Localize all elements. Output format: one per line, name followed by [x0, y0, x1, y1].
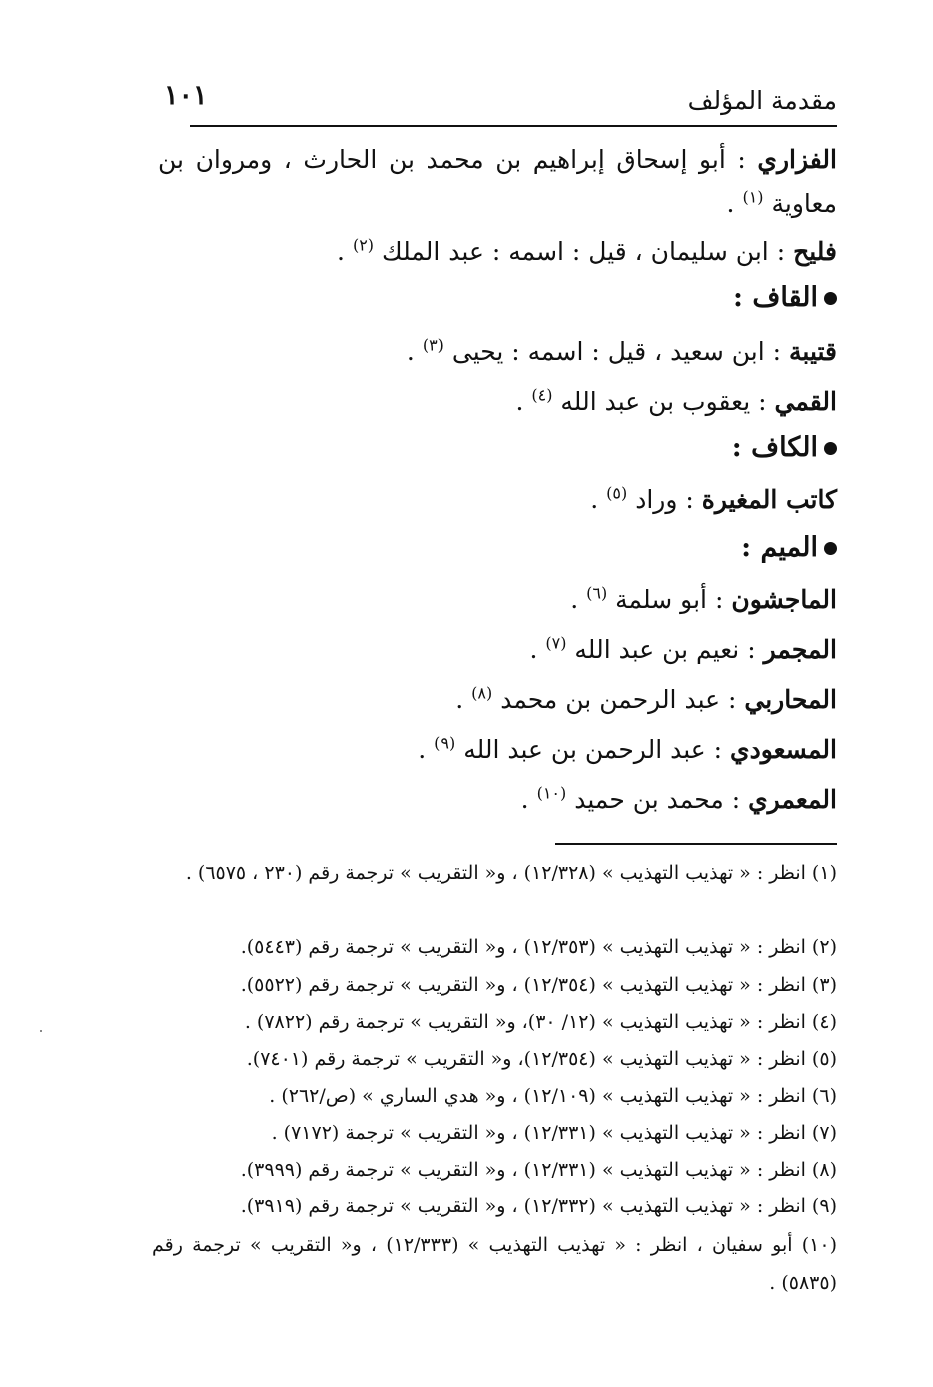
footnote-ref: (٤)	[531, 385, 553, 405]
footnote-5: (٥) انظر : « تهذيب التهذيب » (١٢/٣٥٤)، و« التقريب » ترجمة رقم (٧٤٠١).	[246, 1048, 837, 1070]
footnote-ref: (٧)	[545, 633, 567, 653]
entry-separator: :	[768, 237, 794, 266]
entry-separator: :	[705, 735, 730, 764]
entry-separator: :	[720, 685, 745, 714]
entry-end: .	[406, 337, 423, 366]
entry-name: الماجشون	[731, 585, 837, 614]
footnote-2: (٢) انظر : « تهذيب التهذيب » (١٢/٣٥٣) ، و« التقريب » ترجمة رقم (٥٤٤٣).	[240, 936, 837, 958]
entry-end: .	[337, 237, 353, 266]
entry-end: .	[455, 685, 472, 714]
footnote-ref: (١)	[742, 187, 764, 207]
entry-majishun	[570, 576, 837, 624]
footnote-3: (٣) انظر : « تهذيب التهذيب » (١٢/٣٥٤) ، و« التقريب » ترجمة رقم (٥٥٢٢).	[240, 974, 837, 996]
entry-katib-al-mughira	[590, 476, 837, 524]
footnote-ref: (٦)	[586, 583, 608, 603]
section-label: القاف :	[733, 282, 818, 313]
section-heading-mim	[741, 532, 837, 563]
entry-text: نعيم بن عبد الله	[574, 635, 740, 664]
section-label: الميم :	[741, 532, 818, 563]
entry-name: فليح	[793, 237, 837, 266]
entry-masudi	[418, 726, 837, 774]
entry-separator: :	[707, 585, 732, 614]
entry-name: المعمري	[748, 785, 837, 814]
footnote-4: (٤) انظر : « تهذيب التهذيب » (١٢/ ٣٠)، و« التقريب » ترجمة رقم (٧٨٢٢) .	[244, 1011, 837, 1033]
entry-text: عبد الرحمن بن عبد الله	[463, 735, 706, 764]
entry-separator: :	[725, 145, 758, 174]
entry-text: عبد الرحمن بن محمد	[500, 685, 721, 714]
entry-qummi	[515, 378, 837, 426]
entry-name: القمي	[774, 387, 837, 416]
running-header-title: مقدمة المؤلف	[687, 86, 837, 115]
entry-end: .	[418, 735, 435, 764]
bullet-icon	[824, 442, 837, 455]
entry-text: أبو إسحاق إبراهيم بن محمد بن الحارث ، ومروان بن معاوية	[158, 145, 837, 218]
bullet-icon	[824, 542, 837, 555]
section-heading-qaf	[733, 282, 837, 313]
entry-separator: :	[677, 485, 702, 514]
entry-text: محمد بن حميد	[574, 785, 724, 814]
entry-end: .	[520, 785, 537, 814]
entry-mamari	[521, 776, 837, 824]
section-label: الكاف :	[731, 432, 818, 463]
entry-text: وراد	[635, 485, 678, 514]
entry-name: الفزاري	[757, 145, 837, 174]
entry-end: .	[515, 387, 532, 416]
footnote-ref: (١٠)	[536, 783, 567, 803]
footnote-7: (٧) انظر : « تهذيب التهذيب » (١٢/٣٣١) ، و« التقريب » ترجمة (٧١٧٢) .	[271, 1122, 837, 1144]
entry-separator: :	[723, 785, 749, 814]
entry-text: أبو سلمة	[615, 585, 707, 614]
footnote-9: (٩) انظر : « تهذيب التهذيب » (١٢/٣٣٢) ، و« التقريب » ترجمة رقم (٣٩١٩).	[240, 1195, 837, 1217]
footnote-6: (٦) انظر : « تهذيب التهذيب » (١٢/١٠٩) ، و« هدي الساري » (ص/٢٦٢) .	[269, 1085, 837, 1107]
entry-name: المجمر	[763, 635, 837, 664]
footnote-8: (٨) انظر : « تهذيب التهذيب » (١٢/٣٣١) ، و« التقريب » ترجمة رقم (٣٩٩٩).	[240, 1159, 837, 1181]
entry-muharibi	[455, 676, 837, 724]
entry-name: كاتب المغيرة	[701, 485, 837, 514]
entry-name: المحاربي	[744, 685, 837, 714]
entry-end: .	[726, 189, 743, 218]
entry-text: يعقوب بن عبد الله	[560, 387, 751, 416]
section-heading-kaf	[732, 432, 837, 463]
footnote-ref: (٢)	[352, 235, 375, 255]
entry-separator: :	[750, 387, 775, 416]
entry-text: ابن سليمان ، قيل : اسمه : عبد الملك	[382, 237, 769, 266]
header-rule	[190, 125, 837, 127]
entry-qutayba	[407, 328, 837, 376]
entry-text: ابن سعيد ، قيل : اسمه : يحيى	[451, 337, 765, 366]
entry-fulayh	[337, 228, 837, 276]
entry-end: .	[529, 635, 546, 664]
footnote-ref: (٨)	[471, 683, 493, 703]
entry-separator: :	[764, 337, 789, 366]
page-number: ١٠١	[164, 80, 208, 111]
entry-mujmir	[529, 626, 837, 674]
footnote-ref: (٩)	[434, 733, 456, 753]
footnote-10: (١٠) أبو سفيان ، انظر : « تهذيب التهذيب » (١٢/٣٣٣) ، و« التقريب » ترجمة رقم (٥٨٣٥) .	[152, 1234, 837, 1294]
entry-fazari	[158, 138, 837, 226]
footnote-separator	[555, 843, 837, 845]
entry-end: .	[590, 485, 607, 514]
footnote-ref: (٥)	[606, 483, 628, 503]
footnote-1: (١) انظر : « تهذيب التهذيب » (١٢/٣٢٨) ، و« التقريب » ترجمة رقم (٢٣٠ ، ٦٥٧٥) .	[185, 862, 837, 884]
bullet-icon	[824, 292, 837, 305]
footnote-ref: (٣)	[422, 335, 444, 355]
scan-speck	[40, 1030, 42, 1032]
entry-name: المسعودي	[730, 735, 837, 764]
entry-end: .	[570, 585, 587, 614]
entry-separator: :	[739, 635, 764, 664]
entry-name: قتيبة	[789, 337, 837, 366]
